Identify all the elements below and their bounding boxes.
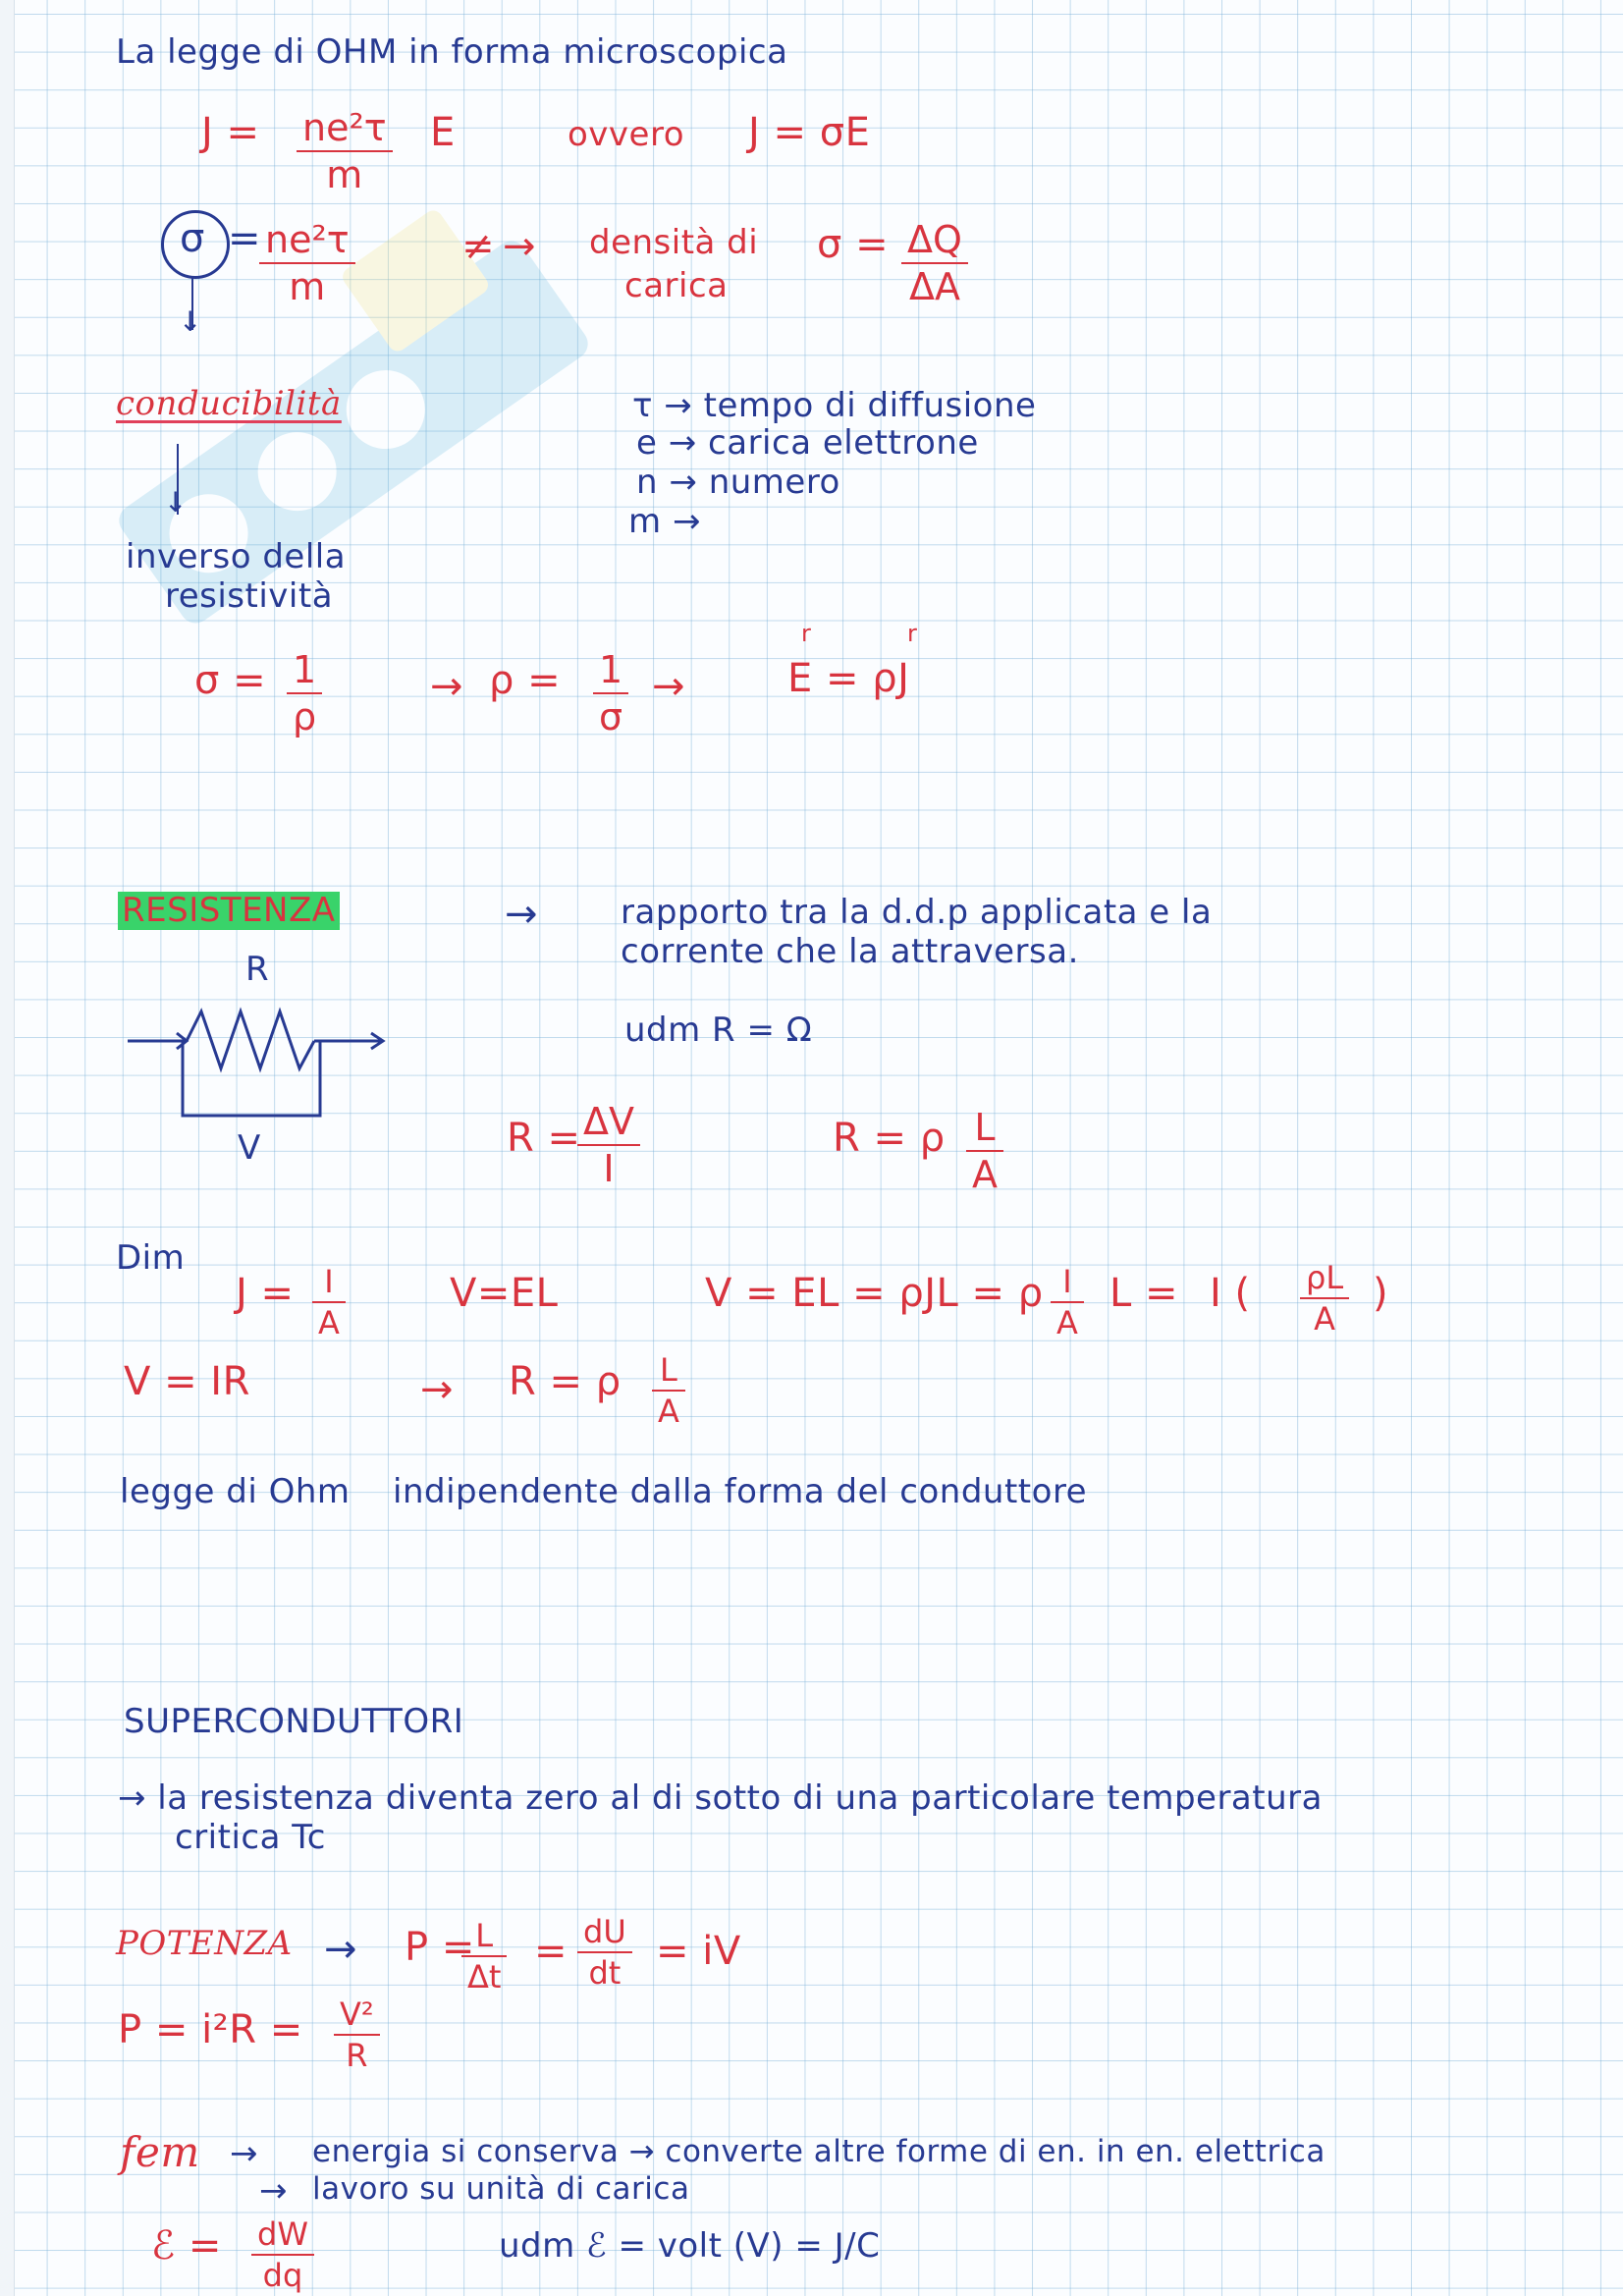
resistance-fraction [577, 1100, 640, 1190]
down-arrow-conducibilita-head: ↓ [164, 486, 188, 519]
relation-sigma-fraction [287, 648, 322, 738]
fraction-bar [259, 262, 355, 264]
fraction-bar [334, 2034, 380, 2036]
sigma-symbol: σ [180, 216, 205, 261]
symbol-m [628, 503, 701, 541]
relation-rho-fraction [593, 648, 628, 738]
fraction-numerator: L [974, 1106, 996, 1149]
vector-mark-j: r [907, 620, 918, 647]
dim-chain-tail: I ( [1210, 1271, 1251, 1316]
fraction-denominator: ρ [293, 695, 317, 738]
ohm-law-label: legge di Ohm [120, 1472, 351, 1511]
fem-line-2: lavoro su unità di carica [312, 2171, 690, 2207]
potenza-eq2: = [534, 1929, 568, 1974]
formula-j-lhs: J = [201, 110, 260, 155]
fem-heading: fem [120, 2128, 200, 2176]
symbol-arrow: → [664, 386, 693, 425]
paper-edge [0, 0, 15, 2296]
dim-r-fraction [652, 1351, 685, 1430]
resistenza-def-1: rapporto tra la d.d.p applicata e la [621, 893, 1213, 932]
fraction-numerator: ΔV [583, 1100, 634, 1143]
not-equal-arrow: → [503, 224, 537, 269]
fraction-bar [966, 1150, 1003, 1152]
fraction-numerator: 1 [599, 648, 623, 691]
ohm-law-independent: indipendente dalla forma del conduttore [393, 1472, 1088, 1511]
fraction-bar [593, 692, 628, 694]
symbol-meaning: carica elettrone [708, 423, 979, 463]
down-arrow-sigma-head: ↓ [179, 305, 202, 338]
not-equal-sign: ≠ [461, 224, 496, 269]
potenza-l-fraction [461, 1917, 507, 1995]
resistor-v-label: V [238, 1128, 261, 1168]
fraction-numerator: ne²τ [265, 218, 350, 261]
fraction-numerator: dU [583, 1913, 626, 1950]
fraction-bar [577, 1144, 640, 1146]
fraction-denominator: Δt [467, 1958, 502, 1995]
resistor-r-label: R [245, 950, 270, 989]
superconduttori-line-1: → la resistenza diventa zero al di sotto di una particolare temperatura [118, 1778, 1323, 1818]
densita-text-2: carica [624, 266, 729, 305]
symbol-char: τ [632, 386, 653, 425]
fraction-bar [287, 692, 322, 694]
fraction-denominator: m [289, 265, 326, 308]
fraction-denominator: A [972, 1153, 998, 1196]
formula-j-sigma-e: J = σE [748, 110, 871, 155]
potenza-du-fraction [577, 1913, 632, 1992]
dim-arrow: → [420, 1367, 455, 1412]
fraction-denominator: A [1314, 1300, 1336, 1338]
resistance-rho-fraction [966, 1106, 1003, 1196]
dim-r-lhs: R = ρ [509, 1359, 622, 1404]
fraction-numerator: ne²τ [302, 106, 387, 149]
formula-j-fraction [297, 106, 393, 196]
potenza-iv: = iV [656, 1929, 741, 1974]
fraction-denominator: dq [262, 2257, 303, 2294]
formula-j-e: E [430, 110, 456, 155]
relation-e-rho-j: E = ρJ [787, 656, 910, 701]
potenza-arrow: → [324, 1927, 358, 1972]
charge-density-lhs: σ = [817, 222, 890, 267]
fraction-numerator: L [660, 1351, 677, 1389]
resistenza-arrow: → [505, 892, 539, 937]
fraction-bar [297, 150, 393, 152]
symbol-arrow: → [672, 502, 701, 541]
fraction-bar [312, 1301, 346, 1303]
symbol-arrow: → [668, 423, 697, 463]
relation-arrow-2: → [652, 664, 686, 709]
fraction-denominator: I [603, 1147, 615, 1190]
fraction-denominator: ΔA [908, 265, 960, 308]
dim-j-fraction [312, 1263, 346, 1341]
resistenza-heading: RESISTENZA [118, 892, 340, 930]
potenza-heading: POTENZA [116, 1924, 293, 1963]
ovvero-text: ovvero [568, 115, 684, 154]
symbol-char: m [628, 502, 662, 541]
fraction-denominator: dt [588, 1954, 622, 1992]
fraction-numerator: dW [257, 2215, 308, 2253]
fraction-bar [1300, 1297, 1349, 1299]
fraction-bar [251, 2254, 314, 2256]
fraction-bar [652, 1390, 685, 1392]
superconduttori-heading: SUPERCONDUTTORI [124, 1702, 464, 1741]
fem-arrow-1: → [230, 2134, 258, 2173]
page-title: La legge di OHM in forma microscopica [116, 32, 788, 72]
symbol-char: e [636, 423, 658, 463]
fraction-numerator: L [475, 1917, 494, 1954]
fraction-denominator: R [346, 2037, 368, 2074]
fraction-bar [461, 1955, 507, 1957]
charge-density-fraction [901, 218, 968, 308]
fraction-bar [901, 262, 968, 264]
fem-dw-fraction [251, 2215, 314, 2294]
symbol-n [636, 464, 840, 502]
sigma-equals: = [228, 216, 262, 261]
fraction-denominator: m [326, 153, 363, 196]
resistenza-udm: udm R = Ω [624, 1011, 813, 1050]
relation-arrow-1: → [430, 664, 464, 709]
watermark-logo [39, 118, 668, 746]
dim-paren-close: ) [1373, 1271, 1389, 1316]
dim-chain-fraction [1051, 1263, 1084, 1341]
dim-paren-fraction [1300, 1259, 1349, 1338]
fraction-bar [577, 1951, 632, 1953]
fraction-numerator: V² [340, 1995, 374, 2033]
fraction-bar [1051, 1301, 1084, 1303]
fraction-denominator: A [318, 1304, 340, 1341]
potenza-v2-fraction [334, 1995, 380, 2074]
inverso-text-1: inverso della [126, 537, 347, 576]
fraction-denominator: A [658, 1393, 679, 1430]
dim-j-lhs: J = [236, 1271, 295, 1316]
potenza-p-lhs: P = [405, 1925, 475, 1970]
superconduttori-line-2: critica Tc [175, 1818, 326, 1857]
symbol-char: n [636, 463, 659, 502]
vector-mark-e: r [801, 620, 812, 647]
sigma-fraction [259, 218, 355, 308]
resistance-lhs: R = [507, 1116, 581, 1161]
dim-v-ir: V = IR [124, 1359, 250, 1404]
dim-label: Dim [116, 1238, 186, 1278]
fraction-numerator: ρL [1306, 1259, 1344, 1296]
fraction-denominator: σ [599, 695, 623, 738]
fem-line-1: energia si conserva → converte altre forme di en. in en. elettrica [312, 2134, 1325, 2169]
dim-v-el: V=EL [450, 1271, 559, 1316]
resistenza-def-2: corrente che la attraversa. [621, 932, 1079, 971]
potenza-p2-lhs: P = i²R = [118, 2007, 303, 2052]
resistance-rho-lhs: R = ρ [833, 1116, 946, 1161]
fem-e-lhs: ℰ = [151, 2223, 222, 2269]
relation-sigma-lhs: σ = [194, 658, 267, 703]
symbol-meaning: numero [708, 463, 840, 502]
densita-text-1: densità di [589, 223, 759, 262]
inverso-text-2: resistività [165, 576, 334, 616]
fraction-numerator: I [1062, 1263, 1072, 1300]
dim-chain-l: L = [1109, 1271, 1179, 1316]
fraction-denominator: A [1056, 1304, 1078, 1341]
symbol-tau [632, 387, 1036, 425]
symbol-e [636, 424, 979, 463]
relation-rho-lhs: ρ = [489, 658, 562, 703]
fem-udm: udm ℰ = volt (V) = J/C [499, 2226, 881, 2266]
fem-arrow-2: → [259, 2171, 288, 2211]
dim-chain: V = EL = ρJL = ρ [705, 1271, 1044, 1316]
conducibilita-heading: conducibilità [116, 384, 342, 423]
fraction-numerator: ΔQ [907, 218, 962, 261]
symbol-arrow: → [669, 463, 698, 502]
fraction-numerator: 1 [293, 648, 317, 691]
fraction-numerator: I [324, 1263, 334, 1300]
symbol-meaning: tempo di diffusione [703, 386, 1037, 425]
